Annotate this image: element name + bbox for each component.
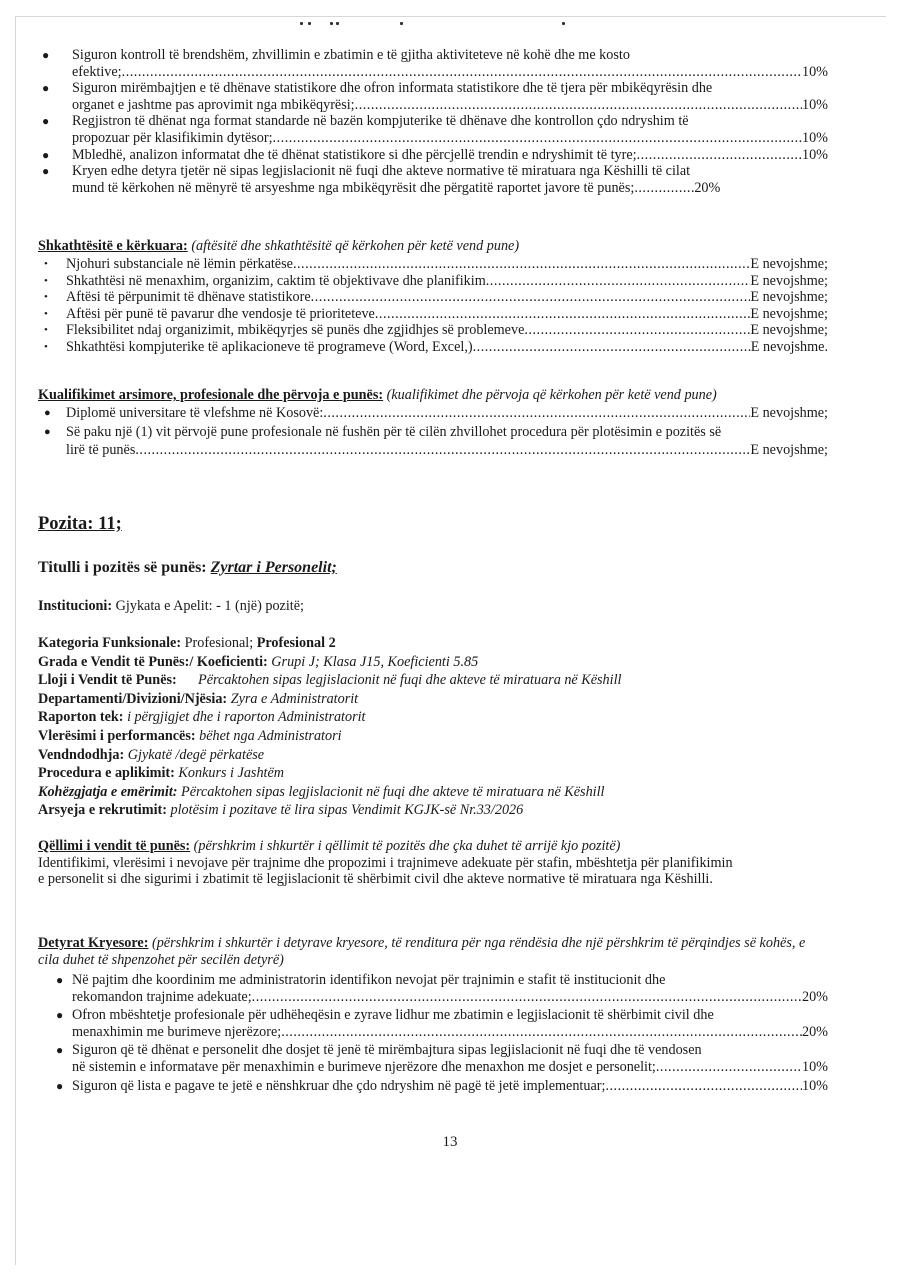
page-number: 13	[442, 1134, 458, 1150]
duty-lead: propozuar për klasifikimin dytësor;	[72, 129, 273, 146]
skill-label: Aftësi të përpunimit të dhënave statistikore	[66, 289, 311, 306]
skills-list	[38, 256, 828, 356]
list-item	[38, 972, 828, 1005]
duration-value: Përcaktohen sipas legjislacionit në fuqi dhe akteve të miratuara në Këshill	[181, 783, 605, 800]
list-item	[38, 1007, 828, 1040]
bullet-icon: ●	[42, 164, 50, 179]
qualification-label: Diplomë universitare të vlefshme në Kosovë:	[66, 405, 324, 421]
qualification-text: Së paku një (1) vit përvojë pune profesionale në fushën për të cilën zhvillohet procedura për plotësimin e pozitës së	[66, 423, 722, 440]
main-duties-heading	[38, 935, 828, 968]
skill-label: Fleksibilitet ndaj organizimit, mbikëqyrjes së punës dhe zgjidhjes së problemeve	[66, 322, 525, 339]
bullet-icon: ●	[56, 973, 64, 987]
skill-value: E nevojshme.	[750, 338, 828, 355]
reports-value: i përgjigjet dhe i raporton Administratorit	[127, 709, 366, 726]
purpose-text: Identifikimi, vlerësimi i nevojave për trajnime dhe propozimi i trajnimeve adekuate për stafin, mbështetja për planifikimin e personelit si dhe sigurimi i zbatimit të legjislacionit të shërbimit civil dhe akteve normative të miratuara nga Këshilli.	[38, 854, 733, 888]
skill-item	[38, 256, 828, 273]
duty-lead: Siguron që lista e pagave te jetë e nënshkruar dhe çdo ndryshim në pagë të jetë implementuar;	[72, 1077, 606, 1094]
skill-label: Shkathtësi kompjuterike të aplikacioneve të programeve (Word, Excel,)	[66, 338, 473, 355]
qualifications-list	[38, 405, 828, 459]
duty-lead: efektive;	[72, 63, 122, 80]
bullet-icon: ●	[56, 1008, 64, 1023]
type-value: Përcaktohen sipas legjislacionit në fuqi dhe akteve të miratuara në Këshill	[198, 672, 622, 689]
duty-lead: mund të kërkohen në mënyrë të arsyeshme nga mbikëqyrësit dhe përgatitë raportet javore të punës;	[72, 179, 635, 196]
duty-text: Në pajtim dhe koordinim me administratorin identifikon nevojat për trajnimin e stafit të institucionit dhe	[72, 972, 666, 988]
bullet-icon: •	[44, 340, 48, 353]
list-item	[38, 1042, 828, 1075]
bullet-icon: ●	[42, 114, 50, 129]
main-duties-title: Detyrat Kryesore:	[38, 935, 149, 951]
duty-percent: 10%	[801, 146, 828, 163]
skill-label: Aftësi për punë të pavarur dhe vendosje të prioriteteve	[66, 305, 375, 322]
purpose-title: Qëllimi i vendit të punës:	[38, 838, 191, 854]
category-value: Profesional;	[184, 635, 254, 651]
duty-percent: 20%	[694, 179, 721, 196]
skill-item	[38, 306, 828, 323]
bullet-icon: ●	[42, 81, 50, 96]
skill-item	[38, 289, 828, 306]
reason-label: Arsyeja e rekrutimit:	[38, 802, 167, 819]
position-meta-block	[38, 634, 828, 820]
reason-value: plotësim i pozitave të lira sipas Vendimit KGJK-së Nr.33/2026	[170, 802, 524, 819]
skills-title: Shkathtësitë e kërkuara:	[38, 238, 188, 254]
bullet-icon: •	[44, 274, 48, 287]
bullet-icon: ●	[56, 1078, 64, 1093]
procedure-label: Procedura e aplikimit:	[38, 765, 175, 782]
bullet-icon: •	[44, 291, 48, 304]
skill-value: E nevojshme;	[750, 305, 828, 322]
list-item	[38, 147, 828, 164]
skill-item	[38, 339, 828, 356]
reports-label: Raporton tek:	[38, 709, 124, 726]
duty-text: Regjistron të dhënat nga format standarde në bazën kompjuterike të dhënave dhe kontrollon çdo ndryshim të	[72, 113, 689, 130]
bullet-icon: ●	[42, 48, 50, 62]
skill-value: E nevojshme;	[750, 289, 828, 306]
department-value: Zyra e Administratorit	[230, 690, 359, 707]
list-item	[38, 163, 828, 196]
procedure-value: Konkurs i Jashtëm	[178, 765, 285, 782]
main-duties-list	[38, 972, 828, 1094]
duty-text: Siguron që të dhënat e personelit dhe dosjet të jenë të mirëmbajtura sipas legjislacionit në fuqi dhe të vendosen	[72, 1042, 702, 1059]
duty-percent: 10%	[801, 1058, 828, 1075]
skill-value: E nevojshme;	[750, 272, 828, 289]
bullet-icon: •	[44, 258, 48, 270]
skills-heading	[38, 238, 828, 255]
skill-value: E nevojshme;	[750, 322, 828, 339]
duty-row	[72, 147, 828, 164]
duty-row	[72, 180, 828, 197]
bullet-icon: ●	[44, 425, 51, 438]
institution-value: Gjykata e Apelit: - 1 (një) pozitë;	[115, 598, 304, 614]
qualification-item	[38, 424, 828, 459]
duty-text: Siguron kontroll të brendshëm, zhvillimin e zbatimin e të gjitha aktiviteteve në kohë dhe me kosto	[72, 47, 630, 63]
skill-item	[38, 273, 828, 290]
purpose-subtitle: (përshkrim i shkurtër i qëllimit të pozitës dhe çka duhet të arrijë kjo pozitë)	[193, 838, 621, 854]
department-label: Departamenti/Divizioni/Njësia:	[38, 690, 228, 707]
previous-duties-list	[38, 47, 828, 196]
institution-label: Institucioni:	[38, 598, 113, 614]
institution-row	[38, 597, 828, 616]
duty-lead: organet e jashtme pas aprovimit nga mbikëqyrësi;	[72, 96, 355, 113]
list-item	[38, 113, 828, 146]
duty-text: Siguron mirëmbajtjen e të dhënave statistikore dhe ofron informata statistikore dhe të tjera për mbikëqyrësin dhe	[72, 80, 713, 97]
duty-lead: menaxhimin me burimeve njerëzore;	[72, 1023, 282, 1040]
duty-percent: 10%	[801, 129, 828, 146]
duty-percent: 10%	[801, 96, 828, 113]
skills-subtitle: (aftësitë dhe shkathtësitë që kërkohen për ketë vend pune)	[191, 238, 520, 254]
duty-row	[72, 97, 828, 114]
duty-percent: 20%	[801, 988, 828, 1005]
duty-text: Kryen edhe detyra tjetër në sipas legjislacionit në fuqi dhe akteve normative të miratuara nga Këshilli të cilat	[72, 163, 691, 180]
duty-text: Ofron mbështetje profesionale për udhëheqësin e zyrave lidhur me zbatimin e legjislacionit të shërbimit civil dhe	[72, 1007, 714, 1024]
purpose-block	[38, 838, 738, 888]
duration-label: Kohëzgjatja e emërimit:	[38, 783, 178, 800]
skill-item	[38, 322, 828, 339]
grade-value: Grupi J; Klasa J15, Koeficienti 5.85	[271, 653, 479, 670]
duty-percent: 10%	[801, 63, 828, 80]
duty-lead: në sistemin e informatave për menaxhimin e burimeve njerëzore dhe menaxhon me dosjet e personelit;	[72, 1058, 656, 1075]
skill-label: Njohuri substanciale në lëmin përkatëse	[66, 256, 293, 272]
qualifications-subtitle: (kualifikimet dhe përvoja që kërkohen për ketë vend pune)	[386, 387, 717, 403]
main-duties-subtitle: (përshkrim i shkurtër i detyrave kryesore, të renditura për nga rëndësia dhe një përshkrim të përqindjes së kohës, e cila duhet të shpenzohet për secilën detyrë)	[38, 935, 806, 968]
position-title-value: Zyrtar i Personelit;	[210, 559, 337, 576]
grade-label: Grada e Vendit të Punës:/ Koeficienti:	[38, 653, 268, 670]
position-heading-row	[38, 516, 828, 534]
performance-label: Vlerësimi i performancës:	[38, 727, 196, 744]
duty-row	[72, 130, 828, 147]
bullet-icon: ●	[44, 407, 51, 419]
bullet-icon: ●	[42, 147, 50, 162]
type-label: Lloji i Vendit të Punës:	[38, 672, 177, 689]
performance-value: bëhet nga Administratori	[199, 727, 342, 744]
category-extra: Profesional 2	[256, 635, 336, 651]
bullet-icon: ●	[56, 1043, 64, 1058]
duty-lead: rekomandon trajnime adekuate;	[72, 988, 252, 1005]
qualification-value: E nevojshme;	[750, 405, 828, 421]
position-heading: Pozita: 11;	[38, 514, 122, 534]
skill-label: Shkathtësi në menaxhim, organizim, caktim të objektivave dhe planifikim	[66, 272, 486, 289]
qualifications-title: Kualifikimet arsimore, profesionale dhe përvoja e punës:	[38, 387, 384, 403]
location-value: Gjykatë /degë përkatëse	[127, 746, 265, 763]
duty-row	[72, 64, 828, 81]
scan-artifact	[300, 22, 600, 28]
duty-percent: 20%	[801, 1023, 828, 1040]
list-item	[38, 80, 828, 113]
position-title-row	[38, 560, 828, 577]
qualifications-heading	[38, 387, 828, 404]
qualification-value: E nevojshme;	[750, 442, 828, 459]
list-item	[38, 47, 828, 80]
bullet-icon: •	[44, 307, 48, 320]
category-label: Kategoria Funksionale:	[38, 635, 182, 651]
position-title-label: Titulli i pozitës së punës:	[38, 559, 207, 576]
skill-value: E nevojshme;	[750, 256, 828, 272]
list-item	[38, 1078, 828, 1095]
location-label: Vendndodhja:	[38, 746, 125, 763]
qualification-lead: lirë të punës	[66, 442, 136, 459]
duty-percent: 10%	[801, 1077, 828, 1094]
bullet-icon: •	[44, 324, 48, 337]
duty-lead: Mbledhë, analizon informatat dhe të dhënat statistikore si dhe përcjellë trendin e ndryshimit të tyre;	[72, 146, 637, 163]
qualification-item	[38, 405, 828, 422]
